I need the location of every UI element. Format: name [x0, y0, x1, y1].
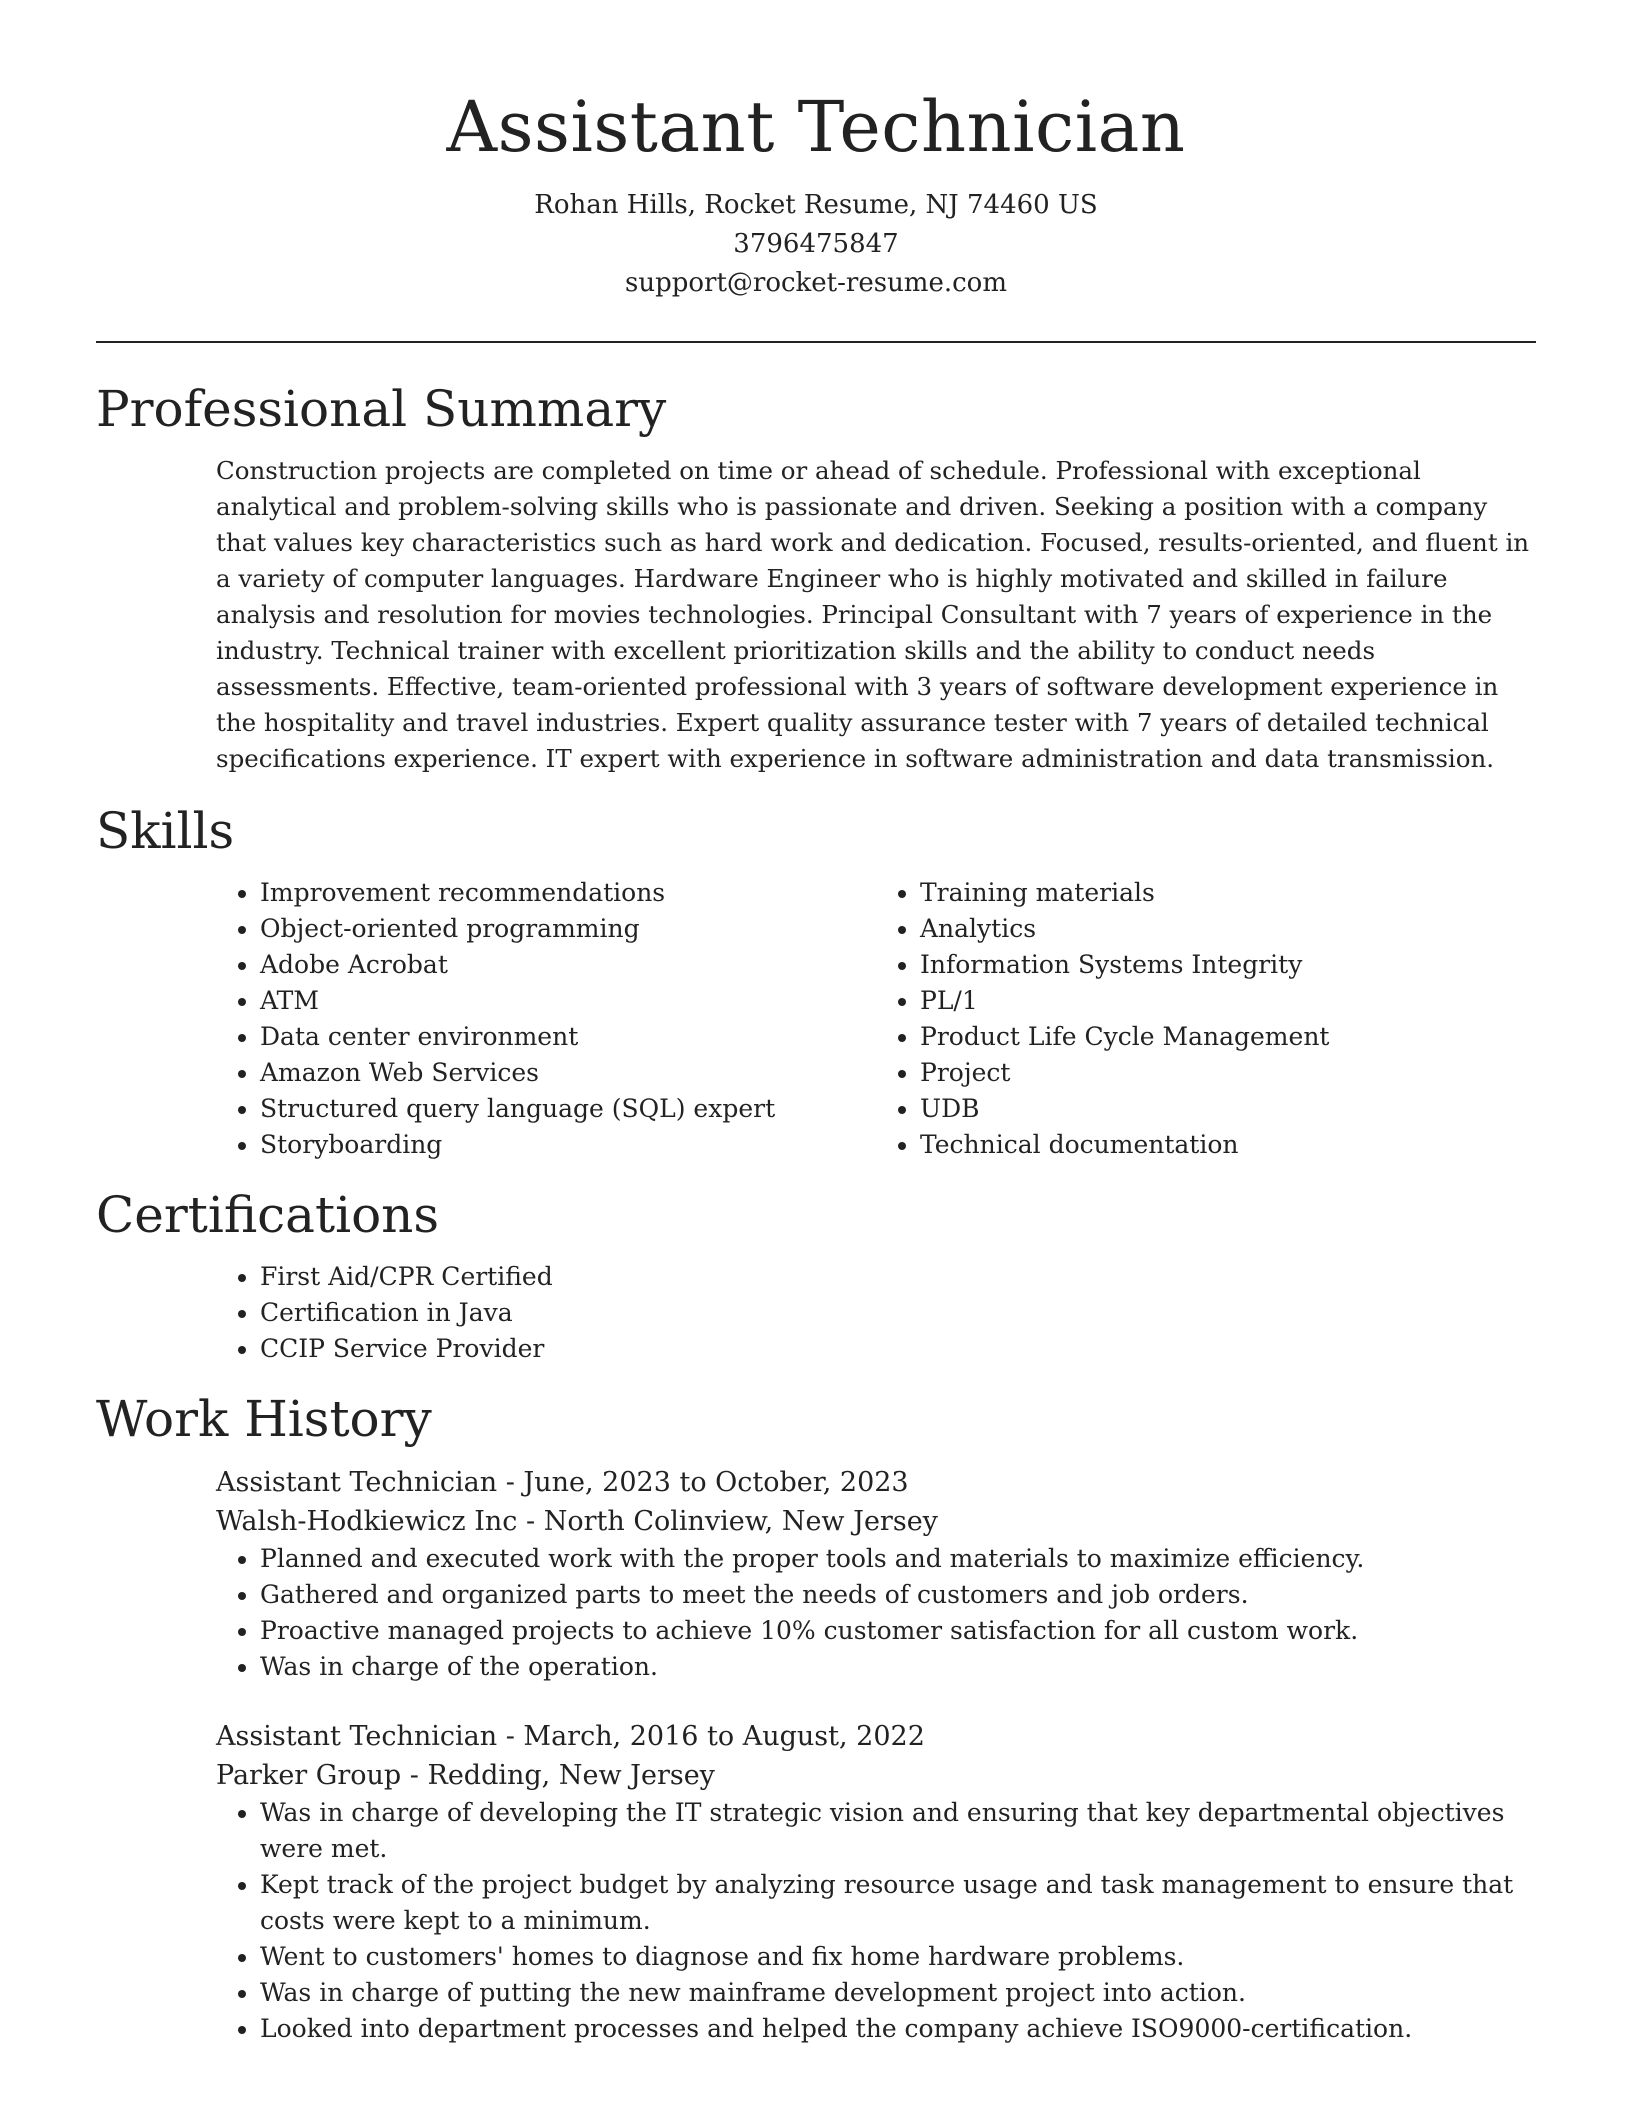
job-duty: • Looked into department processes and helped the company achieve ISO9000-certification. — [260, 2011, 1536, 2047]
job-company: Walsh-Hodkiewicz Inc — [216, 1506, 518, 1537]
certification-item: • CCIP Service Provider — [260, 1331, 1536, 1367]
job-duty: • Gathered and organized parts to meet the needs of customers and job orders. — [260, 1577, 1536, 1613]
skill-item: • Analytics — [920, 911, 1536, 947]
job-location: - Redding, New Jersey — [401, 1760, 715, 1791]
job-duty: • Was in charge of putting the new mainframe development project into action. — [260, 1975, 1536, 2011]
job-entry — [216, 1717, 1536, 2047]
job-dates: - March, 2016 to August, 2022 — [497, 1721, 925, 1752]
certification-item: • First Aid/CPR Certified — [260, 1259, 1536, 1295]
contact-address: Rohan Hills, Rocket Resume, NJ 74460 US — [534, 190, 1098, 220]
skill-item: • Project — [920, 1055, 1536, 1091]
job-title-line — [216, 1717, 1536, 1756]
job-role: Assistant Technician — [216, 1721, 498, 1752]
skill-item: • Information Systems Integrity — [920, 947, 1536, 983]
job-title-line — [216, 1463, 1536, 1502]
certifications-section — [96, 1185, 1536, 1367]
job-duty: • Kept track of the project budget by analyzing resource usage and task management to ensure that costs were kept to a minimum. — [260, 1867, 1536, 1939]
certifications-list — [216, 1259, 1536, 1367]
skill-item: • Technical documentation — [920, 1127, 1536, 1163]
skill-item: • ATM — [260, 983, 876, 1019]
skill-item: • Improvement recommendations — [260, 875, 876, 911]
skills-grid — [216, 875, 1536, 1163]
certifications-title: Certifications — [96, 1186, 440, 1244]
summary-text: Construction projects are completed on time or ahead of schedule. Professional with exceptional analytical and problem-solving skills who is passionate and driven. Seeking a position with a company that values key characteristics such as hard work and dedication. Focused, results-oriented, and fluent in a variety of computer languages. Hardware Engineer who is highly motivated and skilled in failure analysis and resolution for movies technologies. Principal Consultant with 7 years of experience in the industry. Technical trainer with excellent prioritization skills and the ability to conduct needs assessments. Effective, team-oriented professional with 3 years of software development experience in the hospitality and travel industries. Expert quality assurance tester with 7 years of detailed technical specifications experience. IT expert with experience in software administration and data transmission. — [216, 456, 1530, 773]
skill-item: • Storyboarding — [260, 1127, 876, 1163]
job-duties — [216, 1795, 1536, 2047]
certifications-list-wrap — [216, 1259, 1536, 1367]
job-duty: • Was in charge of developing the IT strategic vision and ensuring that key departmental objectives were met. — [260, 1795, 1536, 1867]
job-duty: • Went to customers' homes to diagnose and fix home hardware problems. — [260, 1939, 1536, 1975]
skills-column-right — [876, 875, 1536, 1163]
skill-item: • UDB — [920, 1091, 1536, 1127]
job-duty: • Was in charge of the operation. — [260, 1649, 1536, 1685]
skill-item: • Object-oriented programming — [260, 911, 876, 947]
header-divider — [96, 341, 1536, 343]
skill-item: • Adobe Acrobat — [260, 947, 876, 983]
contact-block — [96, 186, 1536, 303]
job-role: Assistant Technician — [216, 1467, 498, 1498]
resume-name: Assistant Technician — [446, 86, 1186, 168]
summary-title: Professional Summary — [96, 380, 667, 438]
resume-page — [96, 0, 1536, 2047]
skill-item: • Amazon Web Services — [260, 1055, 876, 1091]
skills-section — [96, 801, 1536, 1163]
job-company-line — [216, 1756, 1536, 1795]
skill-item: • PL/1 — [920, 983, 1536, 1019]
job-company-line — [216, 1502, 1536, 1541]
skill-item: • Data center environment — [260, 1019, 876, 1055]
job-entry — [216, 1463, 1536, 1685]
job-location: - North Colinview, New Jersey — [517, 1506, 938, 1537]
skill-item: • Product Life Cycle Management — [920, 1019, 1536, 1055]
skills-column-left — [216, 875, 876, 1163]
skills-title: Skills — [96, 802, 235, 860]
skill-item: • Structured query language (SQL) expert — [260, 1091, 876, 1127]
summary-section — [96, 379, 1536, 777]
job-duty: • Planned and executed work with the proper tools and materials to maximize efficiency. — [260, 1541, 1536, 1577]
job-duties — [216, 1541, 1536, 1685]
job-dates: - June, 2023 to October, 2023 — [497, 1467, 909, 1498]
work-history-title: Work History — [96, 1390, 432, 1448]
work-history-section — [96, 1389, 1536, 2047]
certification-item: • Certification in Java — [260, 1295, 1536, 1331]
contact-email: support@rocket-resume.com — [624, 268, 1007, 298]
skill-item: • Training materials — [920, 875, 1536, 911]
job-duty: • Proactive managed projects to achieve 10% customer satisfaction for all custom work. — [260, 1613, 1536, 1649]
contact-phone: 3796475847 — [733, 229, 899, 259]
job-company: Parker Group — [216, 1760, 402, 1791]
